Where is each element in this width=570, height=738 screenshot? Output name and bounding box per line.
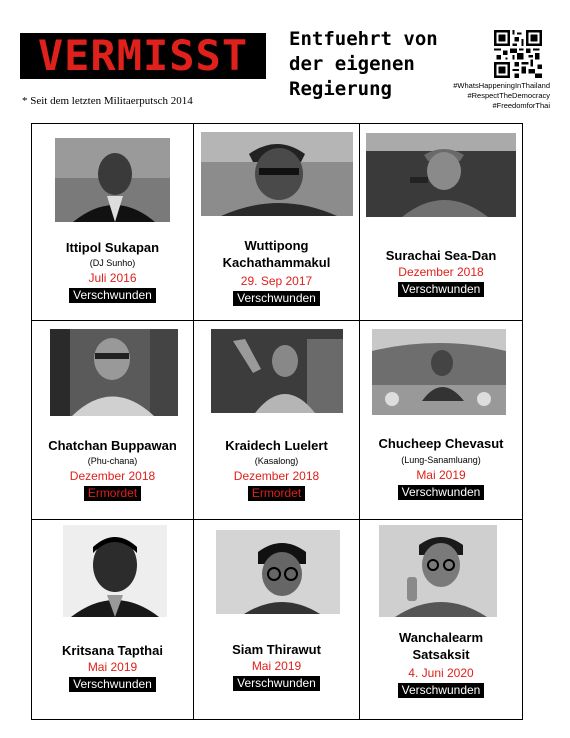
portrait-photo xyxy=(63,525,167,617)
person-card xyxy=(32,321,194,520)
person-date: 4. Juni 2020 xyxy=(408,666,474,680)
headline-line-3: Regierung xyxy=(289,78,392,100)
person-alias: (Phu-chana) xyxy=(87,456,138,466)
status-badge: Verschwunden xyxy=(69,677,156,692)
person-card xyxy=(32,124,194,321)
person-card xyxy=(32,520,194,719)
hashtag-2: #RespectTheDemocracy xyxy=(467,91,550,100)
person-date: Dezember 2018 xyxy=(69,469,156,483)
vermisst-banner: VERMISST xyxy=(20,33,266,79)
person-date: Juli 2016 xyxy=(88,271,137,285)
status-badge: Verschwunden xyxy=(398,282,485,297)
person-card xyxy=(194,321,360,520)
person-alias: (Lung-Sanamluang) xyxy=(401,455,481,465)
headline-line-2: der eigenen xyxy=(289,53,415,75)
person-date: Mai 2019 xyxy=(251,659,302,673)
person-name: Surachai Sea-Dan xyxy=(385,248,497,263)
person-name: Siam Thirawut xyxy=(232,642,321,657)
person-name: Kraidech Luelert xyxy=(225,438,328,453)
portrait-photo xyxy=(366,133,516,217)
person-alias: (Kasalong) xyxy=(254,456,299,466)
person-date: 29. Sep 2017 xyxy=(240,274,313,288)
status-badge: Verschwunden xyxy=(233,676,320,691)
portrait-photo xyxy=(201,132,353,216)
person-name-line-2: Kachathammakul xyxy=(222,255,331,270)
person-card xyxy=(360,520,522,719)
status-badge: Verschwunden xyxy=(69,288,156,303)
person-card xyxy=(194,520,360,719)
person-date: Dezember 2018 xyxy=(233,469,320,483)
person-name: Ittipol Sukapan xyxy=(65,240,160,255)
person-name: Chucheep Chevasut xyxy=(378,436,504,451)
headline xyxy=(289,27,438,102)
person-name-line-2: Satsaksit xyxy=(412,647,470,662)
person-name: Kritsana Tapthai xyxy=(62,643,163,658)
portrait-photo xyxy=(372,329,506,415)
person-name-line-1: Wuttipong xyxy=(244,238,309,253)
status-badge: Verschwunden xyxy=(398,485,485,500)
hashtags xyxy=(453,81,550,111)
person-date: Mai 2019 xyxy=(416,468,466,482)
status-badge: Verschwunden xyxy=(233,291,320,306)
status-badge: Verschwunden xyxy=(398,683,485,698)
person-card xyxy=(194,124,360,321)
status-badge: Ermordet xyxy=(248,486,305,501)
person-alias: (DJ Sunho) xyxy=(89,258,136,268)
headline-line-1: Entfuehrt von xyxy=(289,28,438,50)
qr-code-icon[interactable] xyxy=(494,30,542,78)
portrait-photo xyxy=(216,530,340,614)
hashtag-1: #WhatsHappeningInThailand xyxy=(453,81,550,90)
people-grid xyxy=(31,123,523,720)
person-name-line-1: Wanchalearm xyxy=(398,630,484,645)
hashtag-3: #FreedomforThai xyxy=(492,101,550,110)
person-name: Chatchan Buppawan xyxy=(48,438,177,453)
portrait-photo xyxy=(55,138,170,222)
portrait-photo xyxy=(379,525,497,617)
person-date: Dezember 2018 xyxy=(398,265,484,279)
portrait-photo xyxy=(50,329,178,416)
status-badge: Ermordet xyxy=(84,486,141,501)
person-card xyxy=(360,124,522,321)
portrait-photo xyxy=(211,329,343,413)
person-date: Mai 2019 xyxy=(87,660,138,674)
person-card xyxy=(360,321,522,520)
subtitle: * Seit dem letzten Militaerputsch 2014 xyxy=(22,95,193,107)
